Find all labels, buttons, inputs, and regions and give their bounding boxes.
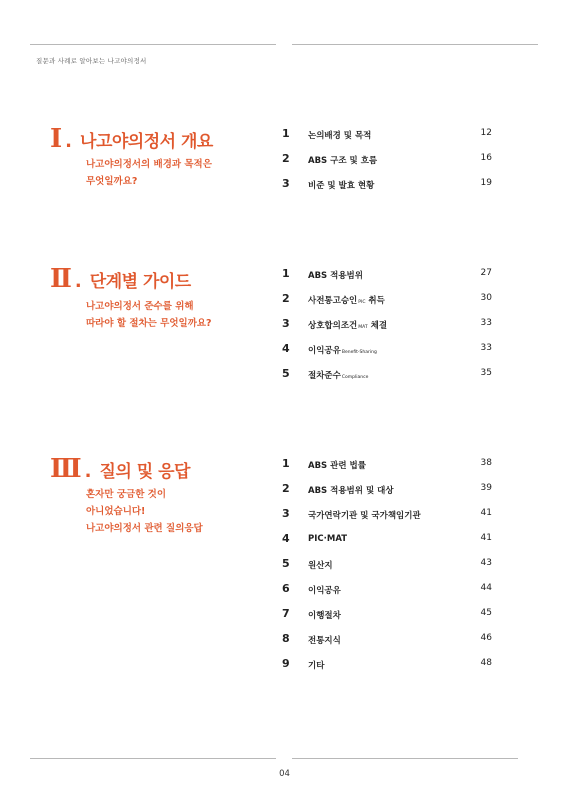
toc-item-label: ABS 적용범위 및 대상 [308,486,394,496]
section-subtitle [86,298,266,332]
label-main: 상호합의조건 [308,321,358,331]
toc-item-number: 4 [282,532,290,545]
toc-item-page: 41 [480,533,492,543]
toc-item-page: 39 [480,483,492,493]
toc-item-label: ABS 관련 법률 [308,461,366,471]
label-note: MAT [358,325,368,330]
label-note: Benefit-Sharing [341,350,377,355]
subtitle-line: 따라야 할 절차는 무엇일까요? [86,318,212,329]
toc-item-label: 논의배경 및 목적 [308,131,372,141]
toc-item[interactable] [282,532,492,557]
toc-list [282,267,492,392]
section-title: 단계별 가이드 [89,272,191,292]
subtitle-line: 나고야의정서의 배경과 목적은 [86,159,212,170]
header-rule-right [292,44,538,45]
section-subtitle [86,486,266,537]
toc-item[interactable] [282,557,492,582]
section-title: 나고야의정서 개요 [80,132,213,152]
toc-item-number: 1 [282,127,290,140]
toc-item[interactable] [282,267,492,292]
toc-item-label: 국가연락기관 및 국가책임기관 [308,511,421,521]
toc-item[interactable] [282,342,492,367]
toc-item-label: ABS 적용범위 [308,271,363,281]
subtitle-line: 아니었습니다! [86,506,146,517]
page-number: 04 [279,769,290,779]
toc-item-page: 45 [480,608,492,618]
label-suffix: 체결 [367,321,388,331]
section-title: 질의 및 응답 [99,462,190,482]
toc-item-number: 3 [282,317,290,330]
toc-item-number: 2 [282,482,290,495]
toc-list [282,127,492,202]
subtitle-line: 나고야의정서 준수를 위해 [86,301,194,312]
footer-rule-left [30,758,276,759]
toc-item-label: 기타 [308,661,325,671]
toc-item-number: 5 [282,557,290,570]
toc-item-page: 27 [480,268,492,278]
toc-item-number: 8 [282,632,290,645]
toc-item[interactable] [282,582,492,607]
section-heading [50,454,190,484]
toc-item-number: 6 [282,582,290,595]
toc-item-page: 33 [480,343,492,353]
toc-item-page: 41 [480,508,492,518]
toc-item-label [308,319,387,331]
toc-item-number: 4 [282,342,290,355]
label-note: PIC [358,300,366,305]
toc-item-label [308,344,377,356]
label-main: 절차준수 [308,371,341,381]
toc-item-number: 5 [282,367,290,380]
toc-item-label [308,294,385,306]
toc-item[interactable] [282,152,492,177]
toc-item-page: 46 [480,633,492,643]
toc-item-label: 비준 및 발효 현황 [308,181,375,191]
section-numeral: Ⅱ [50,264,71,294]
toc-item-page: 48 [480,658,492,668]
toc-item[interactable] [282,632,492,657]
subtitle-line: 혼자만 궁금한 것이 [86,489,167,500]
toc-item-label [308,369,368,381]
section-numeral: Ⅰ [50,124,62,154]
section-dot: . [84,461,92,482]
toc-item-number: 7 [282,607,290,620]
toc-item-number: 1 [282,457,290,470]
footer-rule-right [292,758,518,759]
section-numeral: Ⅲ [50,454,81,484]
toc-list [282,457,492,682]
section-heading [50,124,213,154]
toc-item[interactable] [282,317,492,342]
toc-item-page: 30 [480,293,492,303]
subtitle-line: 무엇일까요? [86,176,138,187]
label-main: 사전통고승인 [308,296,358,306]
toc-item-label: 전통지식 [308,636,341,646]
section-dot: . [74,271,82,292]
toc-item-page: 35 [480,368,492,378]
toc-item-page: 16 [480,153,492,163]
label-note: Compliance [341,375,369,380]
toc-item-number: 1 [282,267,290,280]
subtitle-line: 나고야의정서 관련 질의응답 [86,523,203,534]
toc-item-label: 이익공유 [308,586,341,596]
toc-item-number: 2 [282,152,290,165]
header-rule-left [30,44,276,45]
section-subtitle [86,156,266,190]
toc-item[interactable] [282,292,492,317]
toc-item[interactable] [282,177,492,202]
toc-item-number: 3 [282,177,290,190]
toc-item[interactable] [282,507,492,532]
toc-item-page: 33 [480,318,492,328]
toc-item-number: 3 [282,507,290,520]
section-heading [50,264,191,294]
label-main: 이익공유 [308,346,341,356]
toc-item-label: 이행절차 [308,611,341,621]
toc-item[interactable] [282,127,492,152]
section-dot: . [65,131,73,152]
toc-item-number: 9 [282,657,290,670]
toc-item-number: 2 [282,292,290,305]
toc-item-page: 19 [480,178,492,188]
toc-item[interactable] [282,367,492,392]
toc-item-page: 12 [480,128,492,138]
toc-item-label: PIC·MAT [308,534,348,544]
toc-item-page: 44 [480,583,492,593]
toc-item[interactable] [282,607,492,632]
toc-item-label: ABS 구조 및 흐름 [308,156,378,166]
toc-item-label: 원산지 [308,561,333,571]
toc-item-page: 43 [480,558,492,568]
running-head: 질문과 사례로 알아보는 나고야의정서 [36,57,147,65]
toc-item[interactable] [282,457,492,482]
toc-item[interactable] [282,482,492,507]
toc-item[interactable] [282,657,492,682]
label-suffix: 취득 [365,296,385,306]
toc-item-page: 38 [480,458,492,468]
